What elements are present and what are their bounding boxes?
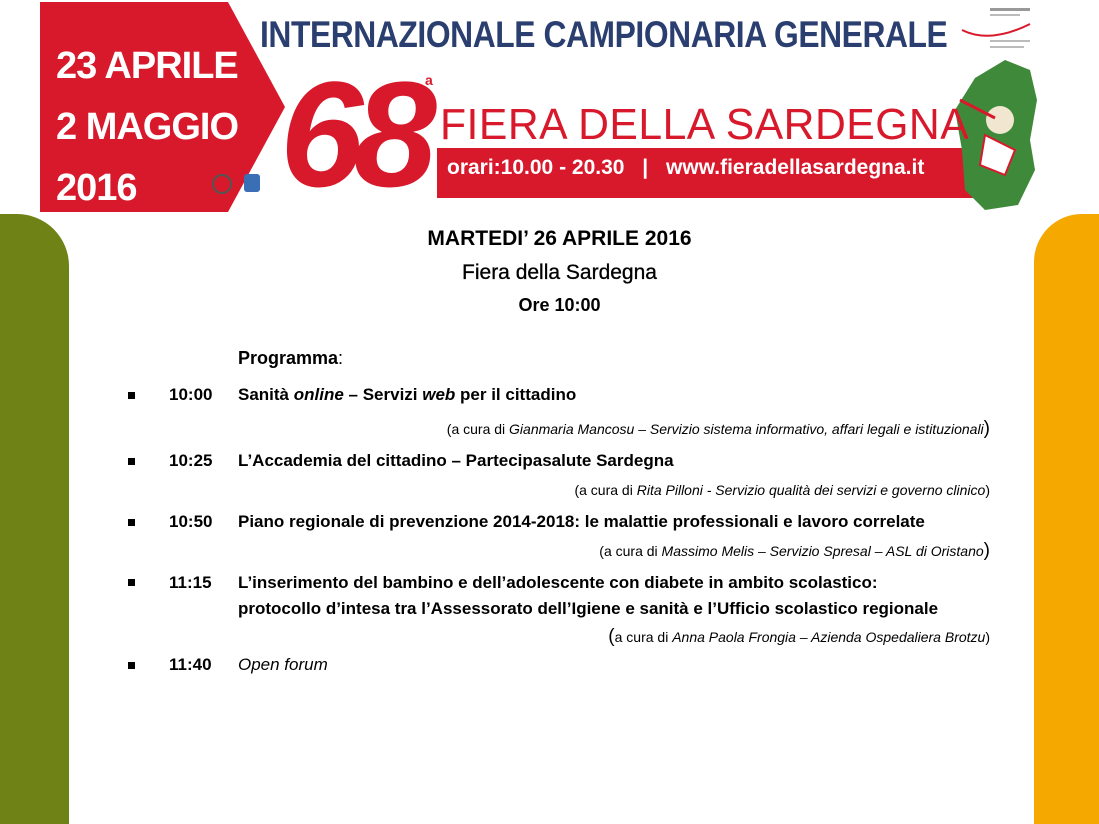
event-dates xyxy=(56,36,246,219)
curator-prefix: ( xyxy=(608,626,615,647)
curator-prefix: (a cura di xyxy=(599,543,662,559)
curator-suffix: ) xyxy=(983,418,990,439)
item-title xyxy=(238,385,576,405)
item-time: 11:15 xyxy=(169,573,212,592)
item-title-italic: web xyxy=(422,385,456,404)
event-date-heading: MARTEDI’ 26 APRILE 2016 xyxy=(427,227,692,250)
item-title-line-2: protocollo d’intesa tra l’Assessorato dell’Igiene e sanità e l’Ufficio scolastico regionale xyxy=(238,599,939,618)
item-time: 10:25 xyxy=(169,451,213,470)
item-title-italic: online xyxy=(293,385,344,404)
item-title-italic: Open forum xyxy=(238,655,328,674)
item-title: L’Accademia del cittadino – Partecipasalute Sardegna xyxy=(238,451,674,470)
programme-title-colon: : xyxy=(338,348,344,368)
curator-prefix: (a cura di xyxy=(446,421,510,437)
item-title-part: – Servizi xyxy=(343,385,423,404)
date-start: 23 APRILE xyxy=(56,45,238,87)
item-curator xyxy=(599,540,990,562)
edition-superscript: a xyxy=(425,72,433,88)
curator-name: Rita Pilloni - Servizio qualità dei servizi e governo clinico xyxy=(636,482,986,498)
date-year: 2016 xyxy=(56,167,137,209)
item-time: 10:00 xyxy=(169,385,213,404)
item-time: 11:40 xyxy=(169,655,212,674)
separator: | xyxy=(642,156,649,179)
curator-prefix: a cura di xyxy=(614,629,673,645)
hours-and-website xyxy=(447,156,924,180)
curator-suffix: ) xyxy=(985,482,990,498)
item-curator xyxy=(574,482,990,498)
edition-number: 68 xyxy=(280,50,427,218)
bullet-icon xyxy=(128,458,135,465)
item-title xyxy=(238,655,328,675)
banner-title: INTERNAZIONALE CAMPIONARIA GENERALE xyxy=(260,14,948,55)
curator-suffix: ) xyxy=(985,629,990,645)
item-title-part: per il cittadino xyxy=(455,385,577,404)
item-curator xyxy=(608,626,990,648)
date-end: 2 MAGGIO xyxy=(56,106,239,148)
item-time: 10:50 xyxy=(169,512,213,531)
curator-name: Massimo Melis – Servizio Spresal – ASL di Oristano xyxy=(661,543,984,559)
curator-name: Gianmaria Mancosu – Servizio sistema informativo, affari legali e istituzionali xyxy=(509,421,984,437)
bullet-icon xyxy=(128,392,135,399)
item-title-line-1: L’inserimento del bambino e dell’adolescente con diabete in ambito scolastico: xyxy=(238,573,878,592)
bullet-icon xyxy=(128,519,135,526)
item-curator xyxy=(447,418,990,440)
bullet-icon xyxy=(128,579,135,586)
programme-title-text: Programma xyxy=(238,348,339,368)
item-title-part: Sanità xyxy=(238,385,294,404)
fair-name: FIERA DELLA SARDEGNA xyxy=(440,100,970,149)
bullet-icon xyxy=(128,662,135,669)
organizer-logo-icon xyxy=(962,8,1030,48)
curator-suffix: ) xyxy=(983,540,990,561)
website-link[interactable]: www.fieradellasardegna.it xyxy=(666,156,925,179)
curator-prefix: (a cura di xyxy=(574,482,637,498)
item-title: Piano regionale di prevenzione 2014-2018: le malattie professionali e lavoro correlate xyxy=(238,512,925,531)
event-time-heading: Ore 10:00 xyxy=(518,295,601,315)
programme-title xyxy=(238,348,343,369)
event-place-heading: Fiera della Sardegna xyxy=(462,261,657,284)
curator-name: Anna Paola Frongia – Azienda Ospedaliera Brotzu xyxy=(672,629,986,645)
opening-hours: orari:10.00 - 20.30 xyxy=(447,156,625,179)
header-banner xyxy=(0,0,1099,218)
